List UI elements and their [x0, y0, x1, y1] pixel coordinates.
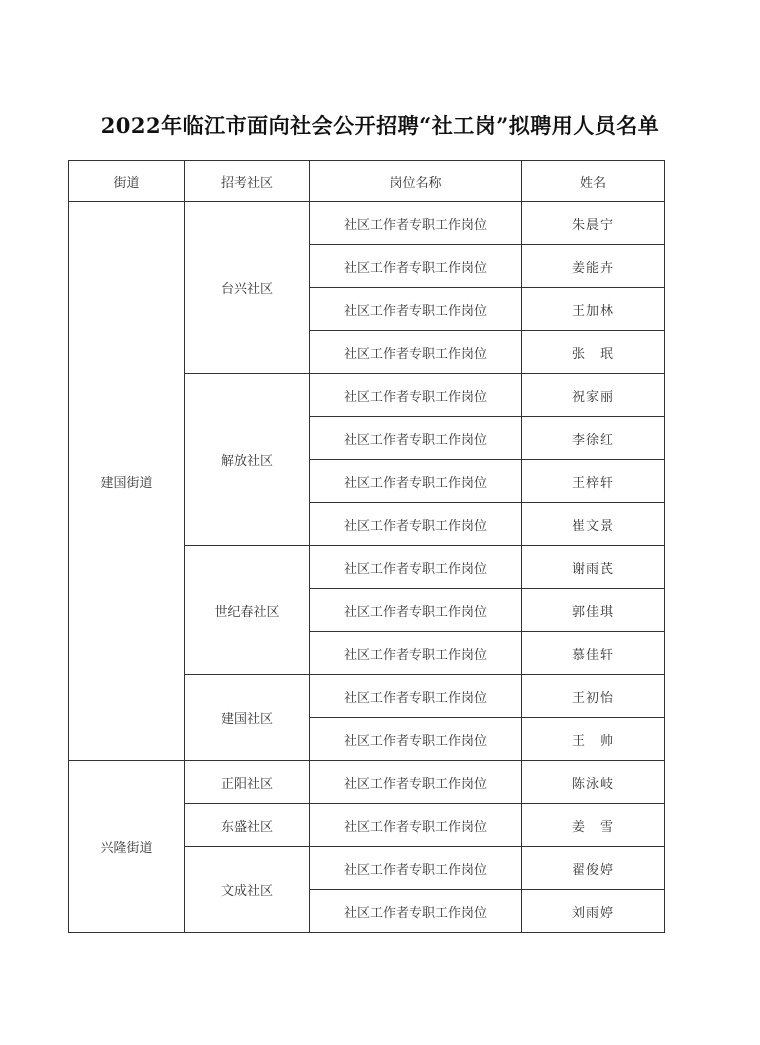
person-name-cell: 姜 雪 [522, 804, 665, 847]
post-cell: 社区工作者专职工作岗位 [310, 675, 522, 718]
post-cell: 社区工作者专职工作岗位 [310, 503, 522, 546]
post-cell: 社区工作者专职工作岗位 [310, 761, 522, 804]
post-cell: 社区工作者专职工作岗位 [310, 546, 522, 589]
post-cell: 社区工作者专职工作岗位 [310, 202, 522, 245]
post-cell: 社区工作者专职工作岗位 [310, 460, 522, 503]
community-cell: 世纪春社区 [185, 546, 310, 675]
person-name-cell: 慕佳轩 [522, 632, 665, 675]
person-name-cell: 朱晨宁 [522, 202, 665, 245]
hiring-list-table [68, 160, 665, 933]
post-cell: 社区工作者专职工作岗位 [310, 804, 522, 847]
person-name-cell: 张 珉 [522, 331, 665, 374]
community-cell: 东盛社区 [185, 804, 310, 847]
person-name-cell: 郭佳琪 [522, 589, 665, 632]
person-name-cell: 李徐红 [522, 417, 665, 460]
post-cell: 社区工作者专职工作岗位 [310, 589, 522, 632]
table-body [69, 202, 665, 933]
post-cell: 社区工作者专职工作岗位 [310, 331, 522, 374]
post-cell: 社区工作者专职工作岗位 [310, 632, 522, 675]
street-cell: 建国街道 [69, 202, 185, 761]
community-cell: 建国社区 [185, 675, 310, 761]
header-post: 岗位名称 [310, 161, 522, 202]
person-name-cell: 王梓轩 [522, 460, 665, 503]
person-name-cell: 王初怡 [522, 675, 665, 718]
person-name-cell: 王 帅 [522, 718, 665, 761]
street-cell: 兴隆街道 [69, 761, 185, 933]
person-name-cell: 崔文景 [522, 503, 665, 546]
person-name-cell: 王加林 [522, 288, 665, 331]
community-cell: 正阳社区 [185, 761, 310, 804]
post-cell: 社区工作者专职工作岗位 [310, 890, 522, 933]
header-name: 姓名 [522, 161, 665, 202]
header-street: 街道 [69, 161, 185, 202]
person-name-cell: 刘雨婷 [522, 890, 665, 933]
person-name-cell: 祝家丽 [522, 374, 665, 417]
person-name-cell: 姜能卉 [522, 245, 665, 288]
header-community: 招考社区 [185, 161, 310, 202]
person-name-cell: 谢雨芪 [522, 546, 665, 589]
community-cell: 文成社区 [185, 847, 310, 933]
person-name-cell: 翟俊婷 [522, 847, 665, 890]
post-cell: 社区工作者专职工作岗位 [310, 245, 522, 288]
post-cell: 社区工作者专职工作岗位 [310, 718, 522, 761]
table-header-row [69, 161, 665, 202]
table-row [69, 202, 665, 245]
post-cell: 社区工作者专职工作岗位 [310, 417, 522, 460]
table-row [69, 761, 665, 804]
post-cell: 社区工作者专职工作岗位 [310, 374, 522, 417]
post-cell: 社区工作者专职工作岗位 [310, 288, 522, 331]
post-cell: 社区工作者专职工作岗位 [310, 847, 522, 890]
community-cell: 台兴社区 [185, 202, 310, 374]
page-title: 2022年临江市面向社会公开招聘“社工岗”拟聘用人员名单 [100, 113, 660, 138]
person-name-cell: 陈泳岐 [522, 761, 665, 804]
community-cell: 解放社区 [185, 374, 310, 546]
